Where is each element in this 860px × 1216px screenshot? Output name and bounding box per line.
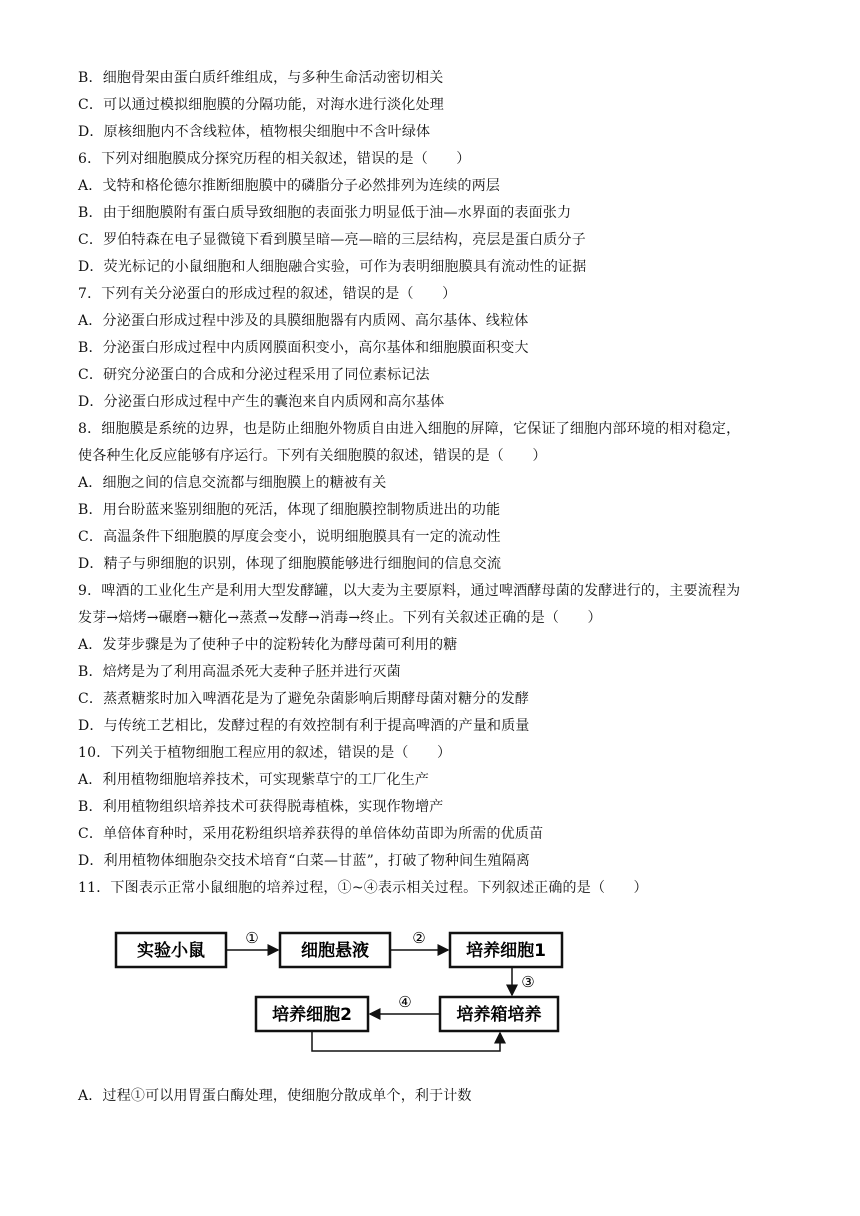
box-cultured-cells-1-label: 培养细胞1 — [466, 941, 546, 961]
option-b-q8: B．用台盼蓝来鉴别细胞的死活，体现了细胞膜控制物质进出的功能 — [78, 502, 501, 518]
option-b-q5: B．细胞骨架由蛋白质纤维组成，与多种生命活动密切相关 — [78, 70, 444, 86]
step-1-label: ① — [245, 929, 259, 947]
step-3-label: ③ — [521, 973, 535, 991]
box-cultured-cells-1 — [450, 933, 562, 967]
option-d-q10: D．利用植物体细胞杂交技术培育“白菜—甘蓝”，打破了物种间生殖隔离 — [78, 853, 531, 869]
option-a-q8: A．细胞之间的信息交流都与细胞膜上的糖被有关 — [78, 475, 387, 491]
box-experimental-mouse — [116, 933, 226, 967]
box-incubator-culture — [440, 997, 558, 1031]
cell-culture-flow-diagram — [110, 923, 570, 1058]
option-d-q8: D．精子与卵细胞的识别，体现了细胞膜能够进行细胞间的信息交流 — [78, 556, 502, 572]
option-d-q6: D．荧光标记的小鼠细胞和人细胞融合实验，可作为表明细胞膜具有流动性的证据 — [78, 259, 587, 275]
option-c-q7: C．研究分泌蛋白的合成和分泌过程采用了同位素标记法 — [78, 367, 430, 383]
option-b-q10: B．利用植物组织培养技术可获得脱毒植株，实现作物增产 — [78, 799, 444, 815]
option-b-q9: B．焙烤是为了利用高温杀死大麦种子胚并进行灭菌 — [78, 664, 401, 680]
box-cultured-cells-2-label: 培养细胞2 — [272, 1005, 352, 1025]
option-a-q9: A．发芽步骤是为了使种子中的淀粉转化为酵母菌可利用的糖 — [78, 637, 458, 653]
option-a-q11: A．过程①可以用胃蛋白酶处理，使细胞分散成单个，利于计数 — [78, 1088, 472, 1104]
box-cultured-cells-2 — [256, 997, 368, 1031]
step-4-label: ④ — [398, 993, 412, 1011]
option-d-q7: D．分泌蛋白形成过程中产生的囊泡来自内质网和高尔基体 — [78, 394, 445, 410]
question-9-line1: 9．啤酒的工业化生产是利用大型发酵罐，以大麦为主要原料，通过啤酒酵母菌的发酵进行的，主要流程为 — [78, 583, 741, 599]
arrow-return-to-incubator — [312, 1031, 500, 1051]
option-d-q9: D．与传统工艺相比，发酵过程的有效控制有利于提高啤酒的产量和质量 — [78, 718, 530, 734]
option-a-q7: A．分泌蛋白形成过程中涉及的具膜细胞器有内质网、高尔基体、线粒体 — [78, 313, 529, 329]
question-8-line2: 使各种生化反应能够有序运行。下列有关细胞膜的叙述，错误的是（ ） — [78, 448, 547, 464]
option-d-q5: D．原核细胞内不含线粒体，植物根尖细胞中不含叶绿体 — [78, 124, 431, 140]
box-cell-suspension — [280, 933, 390, 967]
question-11: 11．下图表示正常小鼠细胞的培养过程，①~④表示相关过程。下列叙述正确的是（ ） — [78, 880, 648, 896]
box-cell-suspension-label: 细胞悬液 — [301, 941, 369, 961]
question-6: 6．下列对细胞膜成分探究历程的相关叙述，错误的是（ ） — [78, 151, 471, 167]
question-8-line1: 8．细胞膜是系统的边界，也是防止细胞外物质自由进入细胞的屏障，它保证了细胞内部环境的相对稳定， — [78, 421, 741, 437]
step-2-label: ② — [412, 929, 426, 947]
option-a-q10: A．利用植物细胞培养技术，可实现紫草宁的工厂化生产 — [78, 772, 430, 788]
option-b-q6: B．由于细胞膜附有蛋白质导致细胞的表面张力明显低于油—水界面的表面张力 — [78, 205, 572, 221]
option-c-q5: C．可以通过模拟细胞膜的分隔功能，对海水进行淡化处理 — [78, 97, 444, 113]
question-10: 10．下列关于植物细胞工程应用的叙述，错误的是（ ） — [78, 745, 452, 761]
option-a-q6: A．戈特和格伦德尔推断细胞膜中的磷脂分子必然排列为连续的两层 — [78, 178, 501, 194]
question-9-line2: 发芽→焙烤→碾磨→糖化→蒸煮→发酵→消毒→终止。下列有关叙述正确的是（ ） — [78, 610, 602, 626]
option-c-q9: C．蒸煮糖浆时加入啤酒花是为了避免杂菌影响后期酵母菌对糖分的发酵 — [78, 691, 530, 707]
box-experimental-mouse-label: 实验小鼠 — [137, 941, 205, 961]
option-c-q6: C．罗伯特森在电子显微镜下看到膜呈暗—亮—暗的三层结构，亮层是蛋白质分子 — [78, 232, 586, 248]
box-incubator-culture-label: 培养箱培养 — [456, 1005, 542, 1025]
option-c-q10: C．单倍体育种时，采用花粉组织培养获得的单倍体幼苗即为所需的优质苗 — [78, 826, 544, 842]
question-7: 7．下列有关分泌蛋白的形成过程的叙述，错误的是（ ） — [78, 286, 457, 302]
option-c-q8: C．高温条件下细胞膜的厚度会变小，说明细胞膜具有一定的流动性 — [78, 529, 501, 545]
option-b-q7: B．分泌蛋白形成过程中内质网膜面积变小，高尔基体和细胞膜面积变大 — [78, 340, 529, 356]
